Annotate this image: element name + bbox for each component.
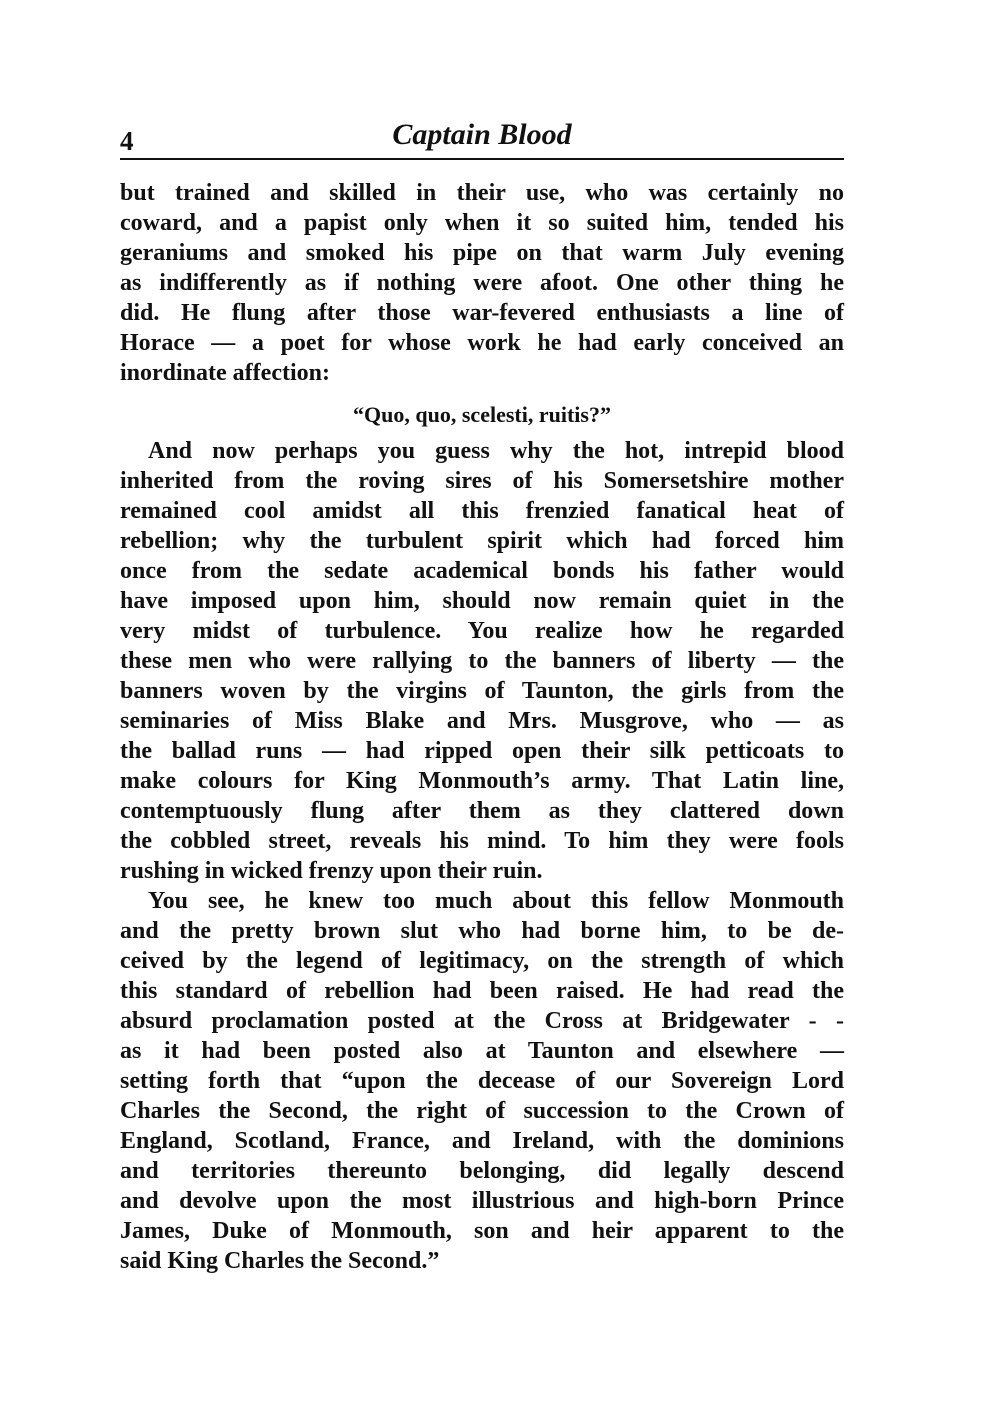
text-line: said King Charles the Second.”: [120, 1248, 440, 1274]
text-line: setting forth that “upon the decease of our Sovereign Lord: [120, 1068, 844, 1094]
text-line: did. He flung after those war-fevered enthusiasts a line of: [120, 300, 844, 326]
text-line: the ballad runs — had ripped open their silk petticoats to: [120, 738, 844, 764]
text-line: England, Scotland, France, and Ireland, with the dominions: [120, 1128, 844, 1154]
text-line: this standard of rebellion had been raised. He had read the: [120, 978, 844, 1004]
text-line: very midst of turbulence. You realize how he regarded: [120, 618, 844, 644]
text-line: James, Duke of Monmouth, son and heir apparent to the: [120, 1218, 844, 1244]
text-line: make colours for King Monmouth’s army. That Latin line,: [120, 768, 844, 794]
text-line: You see, he knew too much about this fellow Monmouth: [148, 888, 844, 914]
text-line: And now perhaps you guess why the hot, intrepid blood: [148, 438, 844, 464]
paragraph-3: [120, 886, 844, 1276]
paragraph-2: [120, 436, 844, 886]
text-line: the cobbled street, reveals his mind. To him they were fools: [120, 828, 844, 854]
text-line: coward, and a papist only when it so suited him, tended his: [120, 210, 844, 236]
paragraph-1: [120, 178, 844, 388]
text-line: inordinate affection:: [120, 360, 330, 386]
text-line: as it had been posted also at Taunton and elsewhere —: [120, 1038, 844, 1064]
text-line: and devolve upon the most illustrious and high-born Prince: [120, 1188, 844, 1214]
body-text: [120, 178, 844, 1276]
text-line: and the pretty brown slut who had borne him, to be de-: [120, 918, 844, 944]
text-line: banners woven by the virgins of Taunton, the girls from the: [120, 678, 844, 704]
text-line: as indifferently as if nothing were afoot. One other thing he: [120, 270, 844, 296]
text-line: remained cool amidst all this frenzied fanatical heat of: [120, 498, 844, 524]
text-line: seminaries of Miss Blake and Mrs. Musgrove, who — as: [120, 708, 844, 734]
text-line: but trained and skilled in their use, who was certainly no: [120, 180, 844, 206]
text-line: these men who were rallying to the banners of liberty — the: [120, 648, 844, 674]
text-line: contemptuously flung after them as they clattered down: [120, 798, 844, 824]
text-line: and territories thereunto belonging, did legally descend: [120, 1158, 844, 1184]
text-line: inherited from the roving sires of his Somersetshire mother: [120, 468, 844, 494]
text-line: Charles the Second, the right of succession to the Crown of: [120, 1098, 844, 1124]
book-title: Captain Blood: [392, 118, 572, 151]
text-line: have imposed upon him, should now remain quiet in the: [120, 588, 844, 614]
text-line: rushing in wicked frenzy upon their ruin.: [120, 858, 543, 884]
page-number: 4: [120, 126, 134, 156]
text-line: geraniums and smoked his pipe on that warm July evening: [120, 240, 844, 266]
text-line: ceived by the legend of legitimacy, on the strength of which: [120, 948, 844, 974]
text-line: absurd proclamation posted at the Cross at Bridgewater - -: [120, 1008, 844, 1034]
text-line: rebellion; why the turbulent spirit which had forced him: [120, 528, 844, 554]
latin-quote: “Quo, quo, scelesti, ruitis?”: [353, 402, 611, 427]
text-line: once from the sedate academical bonds his father would: [120, 558, 844, 584]
book-page: [120, 112, 844, 1276]
running-header: [120, 112, 844, 160]
text-line: Horace — a poet for whose work he had early conceived an: [120, 330, 844, 356]
